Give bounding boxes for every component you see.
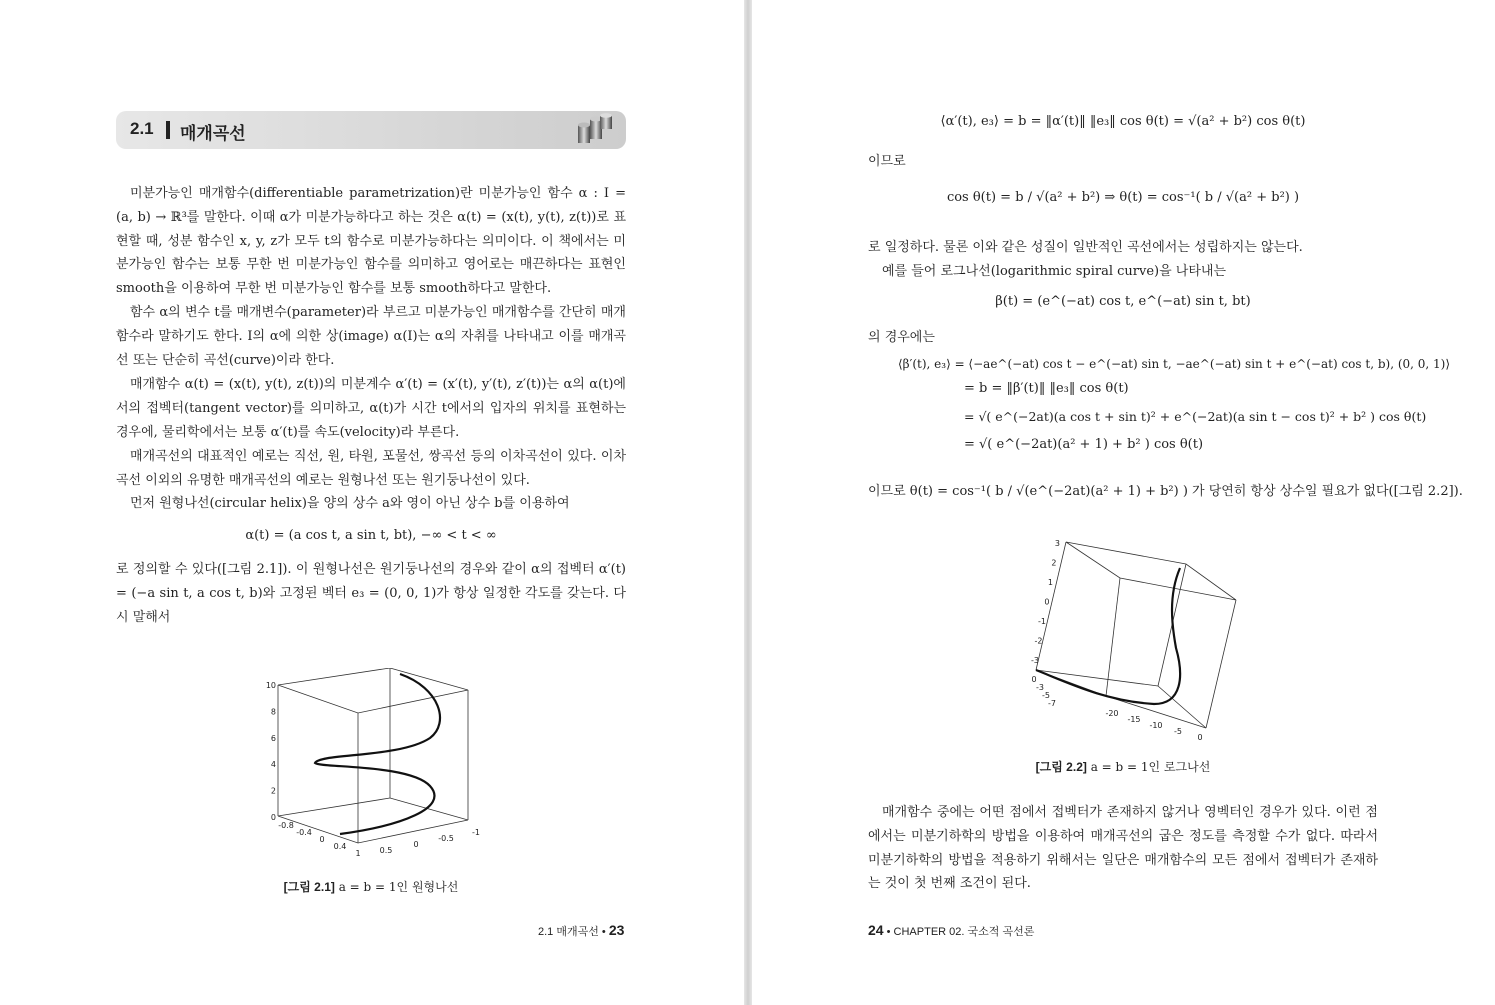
paragraph-6: 로 정의할 수 있다([그림 2.1]). 이 원형나선은 원기둥나선의 경우와 같이 α의 접벡터 α′(t) = (−a sin t, a cos t, b)와 고정된 벡터 e₃ = (0, 0, 1)가 항상 일정한 각도를 갖는다. 다시 말해서 — [116, 562, 626, 625]
equation-line-2: = b = ‖β′(t)‖ ‖e₃‖ cos θ(t) — [964, 381, 1129, 396]
helix-curve — [315, 674, 440, 834]
equation-angle: cos θ(t) = b / √(a² + b²) ⇒ θ(t) = cos⁻¹( b / √(a² + b²) ) — [946, 190, 1300, 205]
paragraph-5: 먼저 원형나선(circular helix)을 양의 상수 a와 영이 아닌 상수 b를 이용하여 — [130, 496, 570, 511]
z-axis-tick-label: -2 — [1034, 636, 1043, 646]
x-axis-tick-label: 0 — [1031, 675, 1037, 684]
x-axis-tick-label: -5 — [1042, 691, 1050, 700]
equation-line-3: = √( e^(−2at)(a cos t + sin t)² + e^(−2at)(a sin t − cos t)² + b² ) cos θ(t) — [964, 409, 1427, 424]
page-footer: 2.1 매개곡선 • 23 — [538, 922, 625, 938]
text-example: 예를 들어 로그나선(logarithmic spiral curve)을 나타내는 — [882, 264, 1227, 279]
z-axis-tick-label: 10 — [265, 681, 276, 690]
x-axis-tick-label: -3 — [1036, 683, 1044, 692]
y-axis-tick-label: -10 — [1149, 721, 1163, 730]
z-axis-tick-label: 0 — [1044, 597, 1050, 607]
equation-log-spiral: β(t) = (e^(−at) cos t, e^(−at) sin t, bt) — [995, 294, 1251, 309]
figure-box — [1036, 542, 1236, 728]
z-axis-tick-label: 1 — [1047, 578, 1053, 587]
y-axis-tick-label: -0.5 — [438, 834, 454, 843]
paragraph-3: 매개함수 α(t) = (x(t), y(t), z(t))의 미분계수 α′(t) = (x′(t), y′(t), z′(t))는 α의 α(t)에서의 접벡터(tangent vector)를 의미하고, α(t)가 시간 t에서의 입자의 위치를 표현하는 경우에, 물리학에서는 보통 α′(t)를 속도(velocity)라 부른다. — [116, 377, 626, 440]
page-footer: 24 • CHAPTER 02. 국소적 곡선론 — [868, 922, 1035, 938]
equation-line-1: ⟨β′(t), e₃⟩ = ⟨−ae^(−at) cos t − e^(−at) sin t, −ae^(−at) sin t + e^(−at) cos t, b), (0, 0, 1)⟩ — [898, 357, 1451, 371]
figure-box — [278, 668, 468, 843]
z-axis-tick-label: 6 — [270, 733, 276, 743]
figure-caption — [116, 878, 626, 895]
footer-text: CHAPTER 02. 국소적 곡선론 — [893, 926, 1035, 938]
text-not-constant-formula: 이므로 θ(t) = cos⁻¹( b / √(e^(−2at)(a² + 1) + b²) ) — [868, 484, 1188, 499]
z-axis-tick-label: 3 — [1054, 539, 1060, 548]
right-page — [752, 0, 1495, 1005]
x-axis-tick-label: -0.4 — [296, 828, 312, 837]
y-axis-tick-label: -5 — [1174, 727, 1182, 736]
text-case: 의 경우에는 — [868, 330, 935, 345]
y-axis-tick-label: -1 — [472, 828, 480, 837]
x-axis-tick-label: 0 — [319, 835, 325, 844]
x-axis-tick-label: 0.4 — [333, 842, 347, 851]
page-number: 24 — [868, 922, 884, 938]
z-axis-tick-label: 0 — [270, 813, 276, 822]
x-axis-tick-label: -7 — [1048, 699, 1056, 708]
helix-equation: α(t) = (a cos t, a sin t, bt), −∞ < t < ∞ — [245, 528, 497, 543]
text-constant: 로 일정하다. 물론 이와 같은 성질이 일반적인 곡선에서는 성립하지는 않는다. — [868, 240, 1303, 255]
y-axis-tick-label: -15 — [1127, 715, 1141, 724]
paragraph-2: 함수 α의 변수 t를 매개변수(parameter)라 부르고 미분가능인 매개함수를 간단히 매개함수라 말하기도 한다. I의 α에 의한 상(image) α(I)는 α의 자취를 나타내고 이를 매개곡선 또는 단순히 곡선(curve)이라 한다. — [116, 305, 626, 368]
footer-text: 2.1 매개곡선 — [538, 926, 599, 938]
y-axis-tick-label: 0.5 — [379, 846, 393, 855]
equation-line-4: = √( e^(−2at)(a² + 1) + b² ) cos θ(t) — [964, 437, 1204, 452]
helix-figure — [260, 668, 482, 864]
section-header — [116, 111, 626, 149]
paragraph-4: 매개곡선의 대표적인 예로는 직선, 원, 타원, 포물선, 쌍곡선 등의 이차곡선이 있다. 이차곡선 이외의 유명한 매개곡선의 예로는 원형나선 또는 원기둥나선이 있다. — [116, 449, 626, 488]
z-axis-tick-label: 4 — [270, 760, 276, 770]
z-axis-tick-label: -3 — [1031, 656, 1039, 665]
text-not-constant-rest: 가 당연히 항상 상수일 필요가 없다([그림 2.2]). — [1192, 484, 1463, 499]
book-gutter — [744, 0, 752, 1005]
z-axis-tick-label: 2 — [270, 786, 276, 796]
z-axis-tick-label: -1 — [1038, 617, 1046, 626]
equation-inner-product: ⟨α′(t), e₃⟩ = b = ‖α′(t)‖ ‖e₃‖ cos θ(t) = √(a² + b²) cos θ(t) — [940, 114, 1306, 129]
section-number: 2.1 — [130, 119, 154, 138]
y-axis-tick-label: -20 — [1105, 709, 1119, 718]
page-number: 23 — [608, 922, 625, 938]
paragraph-final: 매개함수 중에는 어떤 점에서 접벡터가 존재하지 않거나 영벡터인 경우가 있다. 이런 점에서는 미분기하학의 방법을 이용하여 매개곡선의 굽은 정도를 측정할 수가 없다. 따라서 미분기하학의 방법을 적용하기 위해서는 일단은 매개함수의 모든 점에서 접벡터가 존재하는 것이 첫 번째 조건이 된다. — [868, 805, 1378, 892]
y-axis-tick-label: 0 — [1197, 733, 1203, 742]
x-axis-tick-label: -0.8 — [278, 821, 294, 830]
z-axis-tick-label: 2 — [1051, 558, 1057, 568]
x-axis-tick-label: 1 — [355, 849, 361, 858]
left-page — [0, 0, 744, 1005]
paragraph-1: 미분가능인 매개함수(differentiable parametrization)란 미분가능인 함수 α : I = (a, b) → ℝ³를 말한다. 이때 α가 미분가능하다고 하는 것은 α(t) = (x(t), y(t), z(t))로 표현할 때, 성분 함수인 x, y, z가 모두 t의 함수로 미분가능하다는 의미이다. 이 책에서는 미분가능인 함수는 보통 무한 번 미분가능인 함수를 의미하고 영어로는 매끈하다는 표현인 smooth을 이용하여 무한 번 미분가능인 함수를 보통 smooth하다고 말한다. — [116, 186, 626, 297]
figure-caption — [868, 758, 1378, 775]
text-therefore: 이므로 — [868, 154, 906, 169]
y-axis-tick-label: 0 — [413, 840, 419, 849]
figure-label: [그림 2.2] — [1035, 760, 1087, 774]
cylinders-icon — [576, 113, 616, 147]
section-divider — [166, 121, 170, 139]
text-not-constant — [868, 480, 1463, 499]
figure-label: [그림 2.1] — [283, 880, 335, 894]
section-title: 매개곡선 — [180, 124, 246, 143]
figure-caption-text: a = b = 1인 로그나선 — [1090, 760, 1211, 774]
figure-caption-text: a = b = 1인 원형나선 — [338, 880, 459, 894]
z-axis-tick-label: 8 — [270, 707, 276, 717]
log-spiral-figure — [1024, 536, 1242, 744]
